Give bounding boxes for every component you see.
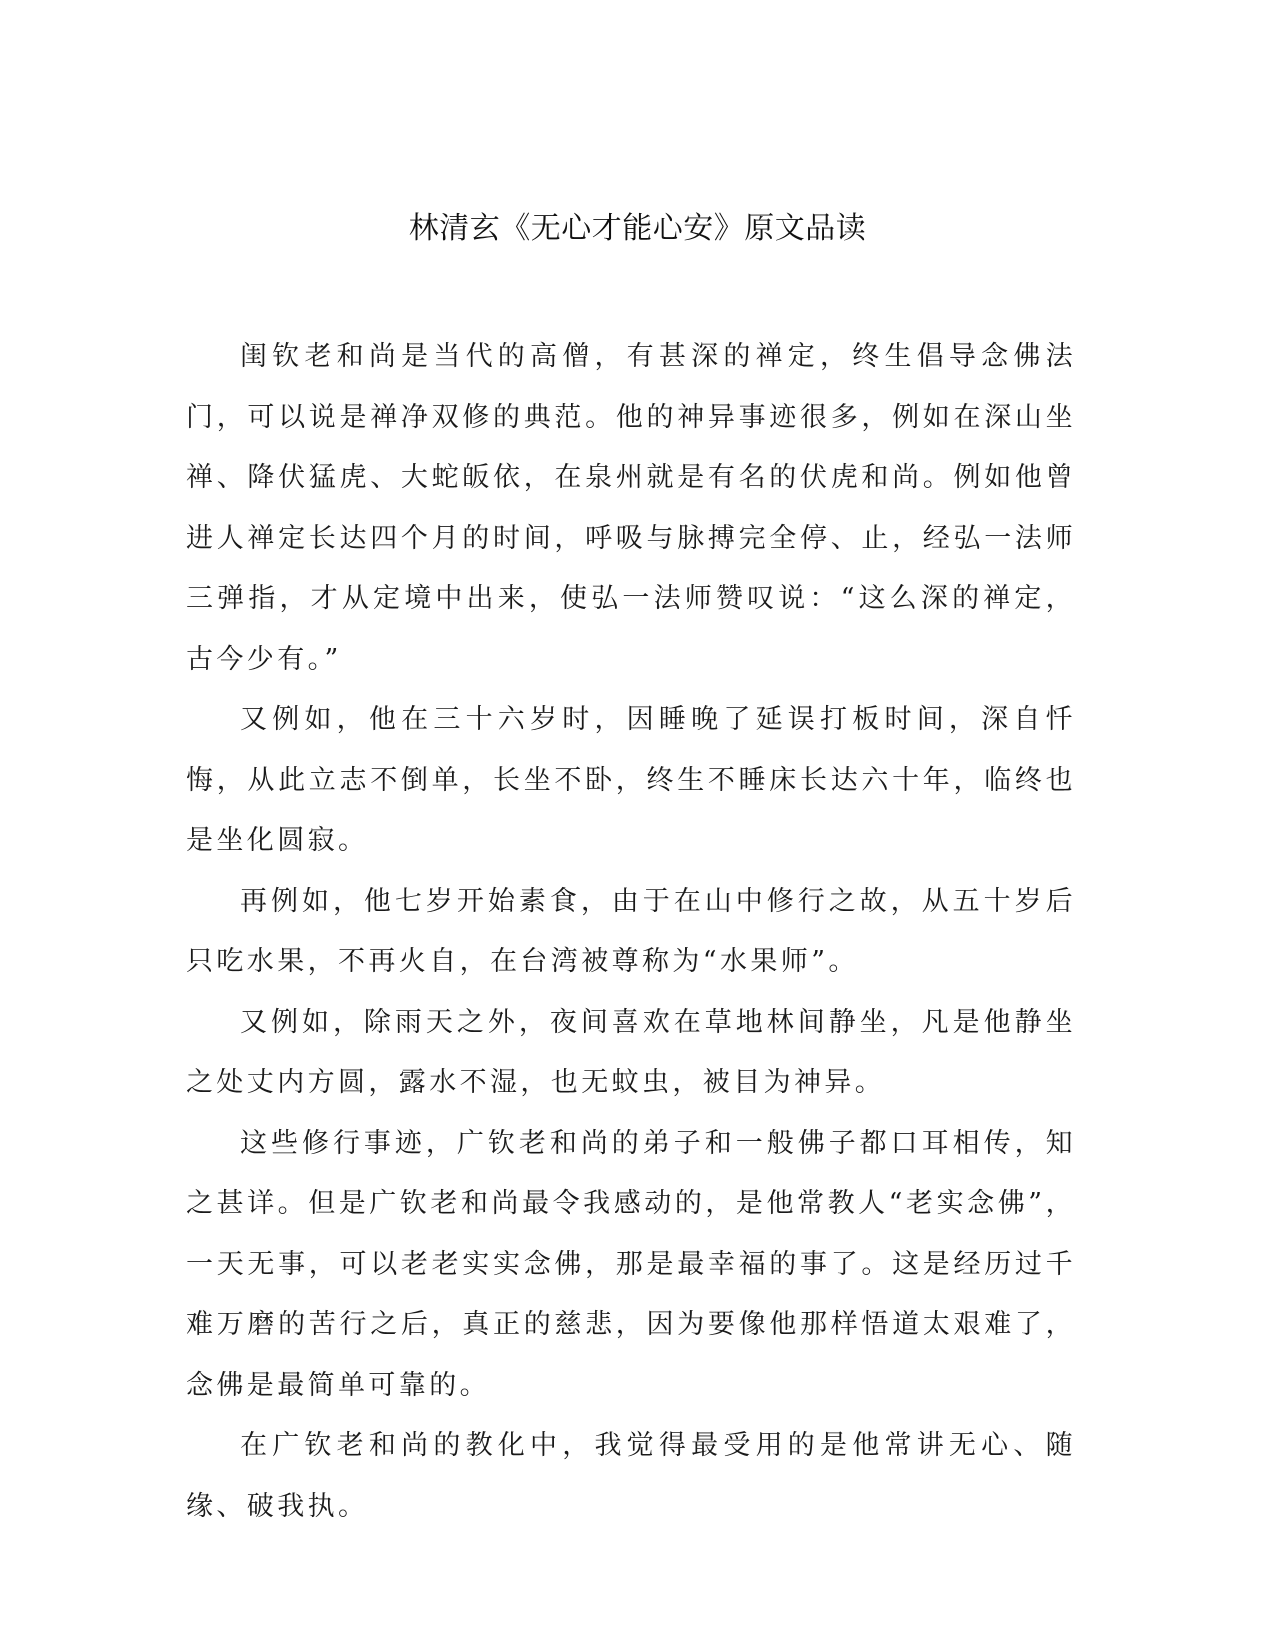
paragraph-5: 这些修行事迹，广钦老和尚的弟子和一般佛子都口耳相传，知之甚详。但是广钦老和尚最令我感动的，是他常教人“老实念佛”，一天无事，可以老老实实念佛，那是最幸福的事了。这是经历过千难万磨的苦行之后，真正的慈悲，因为要像他那样悟道太艰难了，念佛是最简单可靠的。 [186,1127,1076,1401]
paragraph-2: 又例如，他在三十六岁时，因睡晚了延误打板时间，深自忏悔，从此立志不倒单，长坐不卧，终生不睡床长达六十年，临终也是坐化圆寂。 [186,704,1076,856]
document-title: 林清玄《无心才能心安》原文品读 [408,211,867,246]
paragraph-3: 再例如，他七岁开始素食，由于在山中修行之故，从五十岁后只吃水果，不再火自，在台湾被尊称为“水果师”。 [186,885,1076,977]
paragraph-4: 又例如，除雨天之外，夜间喜欢在草地林间静坐，凡是他静坐之处丈内方圆，露水不湿，也无蚊虫，被目为神异。 [186,1006,1076,1098]
paragraph-1: 闺钦老和尚是当代的高僧，有甚深的禅定，终生倡导念佛法门，可以说是禅净双修的典范。他的神异事迹很多，例如在深山坐禅、降伏猛虎、大蛇皈依，在泉州就是有名的伏虎和尚。例如他曾进人禅定长达四个月的时间，呼吸与脉搏完全停、止，经弘一法师三弹指，才从定境中出来，使弘一法师赞叹说：“这么深的禅定，古今少有。” [186,341,1076,675]
document-body [186,327,1076,1537]
paragraph-6: 在广钦老和尚的教化中，我觉得最受用的是他常讲无心、随缘、破我执。 [186,1430,1076,1522]
